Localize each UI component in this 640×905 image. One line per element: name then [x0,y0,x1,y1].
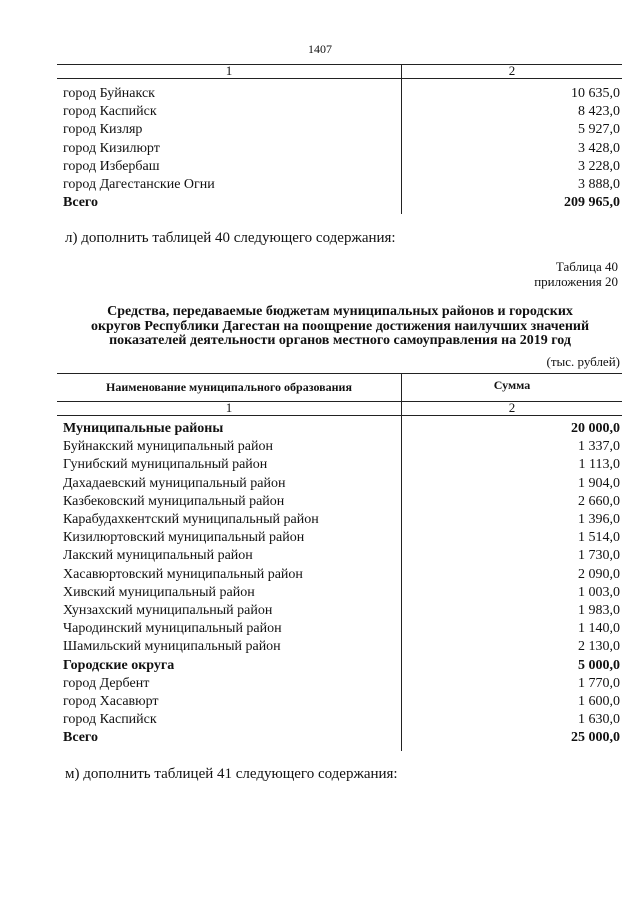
row-name: Муниципальные районы [63,421,224,436]
table-row [57,675,622,693]
row-name: город Дагестанские Огни [63,177,215,192]
row-value: 3 228,0 [578,158,620,174]
row-name: Лакский муниципальный район [63,548,253,564]
row-name: Хасавюртовский муниципальный район [63,566,303,582]
row-name: город Избербаш [63,158,160,174]
row-name: Хивский муниципальный район [63,584,255,600]
page-number: 1407 [308,42,332,56]
row-name: город Каспийск [63,104,157,120]
table-row [57,657,622,675]
row-value: 1 003,0 [578,584,620,600]
row-value: 3 428,0 [578,140,620,156]
table-caption-appendix: приложения 20 [534,274,618,289]
table-row [57,121,622,139]
row-name: город Каспийск [63,712,157,728]
row-name: Всего [63,730,98,746]
table-title-line-3: показателей деятельности органов местного самоуправления на 2019 год [109,333,571,348]
table-row [57,176,622,194]
table-row [57,140,622,158]
table-row [57,602,622,620]
table-row [57,456,622,474]
table-2-header-name: Наименование муниципального образования [106,380,352,394]
table-row [57,566,622,584]
table-row [57,85,622,103]
table-row [57,511,622,529]
units-note: (тыс. рублей) [546,354,620,369]
row-value: 1 904,0 [578,475,620,491]
row-name: город Дербент [63,675,150,691]
row-value: 25 000,0 [571,730,620,746]
row-value: 3 888,0 [578,177,620,192]
table-caption-number: Таблица 40 [555,259,618,274]
table-row [57,584,622,602]
row-value: 1 337,0 [578,439,620,455]
table-caption [534,259,618,289]
row-value: 5 927,0 [578,122,620,138]
row-value: 1 514,0 [578,530,620,546]
row-name: Всего [63,195,98,211]
row-value: 1 396,0 [578,512,620,527]
table-title-line-2: округов Республики Дагестан на поощрение достижения наилучших значений [90,318,590,334]
row-value: 1 140,0 [578,621,620,637]
row-name: Городские округа [63,657,175,673]
table-2-top-border [57,373,622,374]
table-row [57,547,622,565]
row-name: Буйнакский муниципальный район [63,439,273,455]
table-row [57,620,622,638]
row-name: Казбековский муниципальный район [63,493,285,509]
row-value: 1 600,0 [578,694,620,709]
row-value: 10 635,0 [571,86,620,101]
row-value: 1 113,0 [578,457,620,473]
row-name: Кизилюртовский муниципальный район [63,530,305,546]
row-name: город Буйнакск [63,86,155,101]
table-1-header-border [57,78,622,79]
table-row [57,493,622,511]
row-value: 1 770,0 [578,675,620,691]
table-row [57,475,622,493]
row-name: Шамильский муниципальный район [63,639,281,655]
paragraph-m: м) дополнить таблицей 41 следующего содержания: [65,766,398,782]
table-row [57,729,622,747]
table-row [57,420,622,438]
row-name: Дахадаевский муниципальный район [63,475,286,491]
table-2-colnum-2: 2 [508,400,516,415]
table-row [57,158,622,176]
table-row [57,529,622,547]
row-value: 5 000,0 [578,657,620,673]
row-value: 8 423,0 [578,104,620,120]
table-row [57,711,622,729]
row-name: Хунзахский муниципальный район [63,603,273,618]
row-name: город Кизляр [63,122,143,138]
row-value: 2 090,0 [578,566,620,582]
table-2-header-sum: Сумма [493,378,531,392]
row-name: город Хасавюрт [63,694,159,709]
row-value: 2 660,0 [578,493,620,509]
table-2-colnum-1: 1 [225,400,233,415]
row-value: 1 983,0 [578,603,620,618]
row-value: 1 630,0 [578,712,620,728]
row-value: 209 965,0 [564,195,620,211]
table-title [40,305,640,349]
table-2-colnum-border [57,415,622,416]
row-value: 1 730,0 [578,548,620,564]
row-value: 20 000,0 [571,421,620,436]
row-name: Чародинский муниципальный район [63,621,282,637]
row-value: 2 130,0 [578,639,620,655]
table-title-line-1: Средства, передаваемые бюджетам муниципальных районов и городских [107,304,573,319]
table-row [57,638,622,656]
table-row [57,438,622,456]
table-row [57,103,622,121]
row-name: Карабудахкентский муниципальный район [63,512,319,527]
table-1-colnum-2: 2 [508,63,516,78]
paragraph-l: л) дополнить таблицей 40 следующего содержания: [65,230,396,246]
table-row [57,693,622,711]
row-name: Гунибский муниципальный район [63,457,268,473]
row-name: город Кизилюрт [63,140,160,156]
table-1-colnum-1: 1 [225,63,233,78]
table-row [57,194,622,212]
